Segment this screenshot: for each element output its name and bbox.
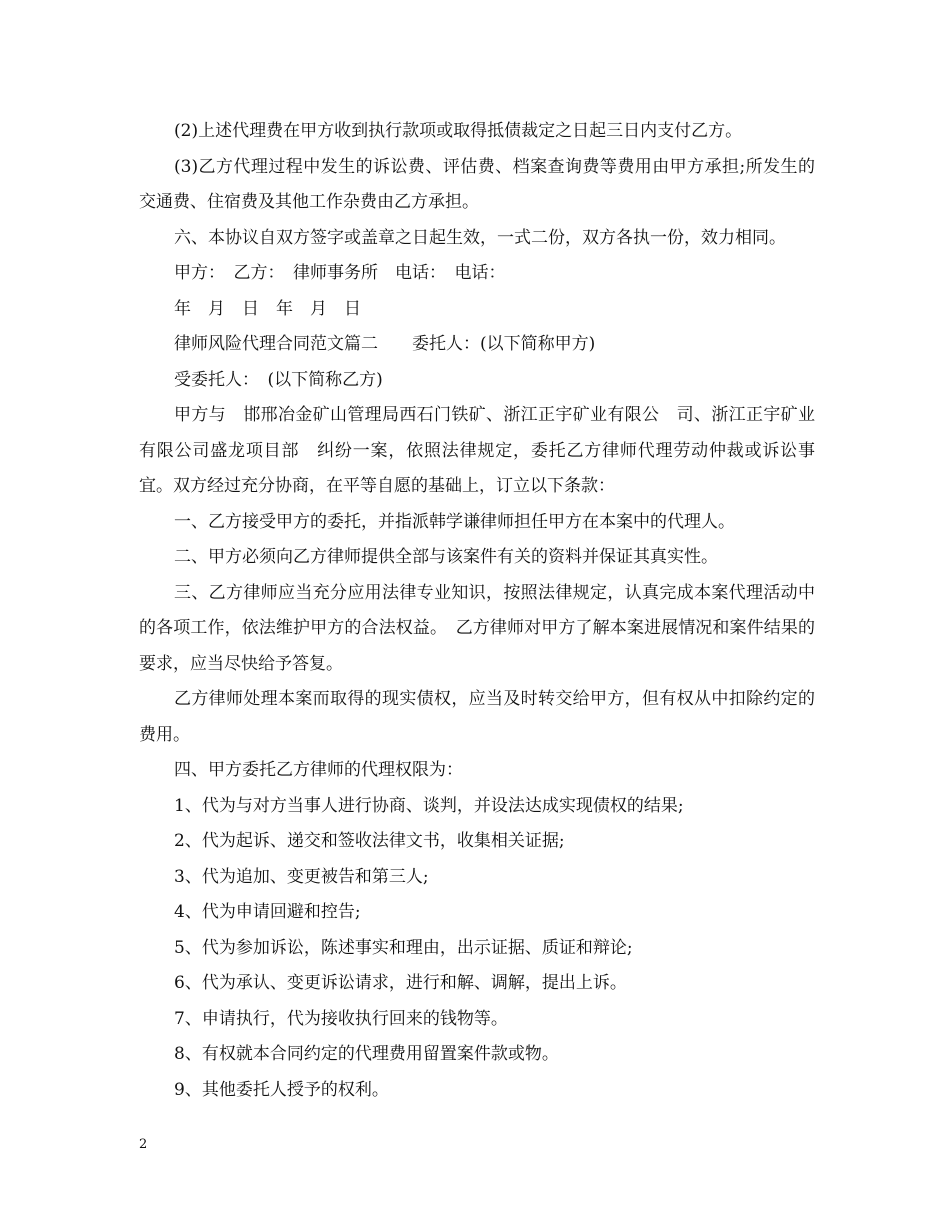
list-item: 6、代为承认、变更诉讼请求，进行和解、调解，提出上诉。 — [174, 973, 627, 993]
paragraph-clause-1: 一、乙方接受甲方的委托，并指派韩学谦律师担任甲方在本案中的代理人。 — [174, 511, 735, 532]
paragraph-dispute: 甲方与 邯邢冶金矿山管理局西石门铁矿、浙江正宇矿业有限公 司、浙江正宇矿业有限公司盛龙项目部 纠纷一案，依照法律规定，委托乙方律师代理劳动仲裁或诉讼事宜。双方经过充分协商，在平等自愿的基础上，订立以下条款： — [139, 405, 815, 496]
paragraph-section-title: 律师风险代理合同范文篇二 委托人：(以下简称甲方) — [174, 334, 596, 354]
list-item: 2、代为起诉、递交和签收法律文书，收集相关证据; — [174, 831, 565, 851]
list-item: 3、代为追加、变更被告和第三人; — [174, 866, 429, 887]
paragraph-trustee: 受委托人： (以下简称乙方) — [174, 369, 383, 390]
list-item: 1、代为与对方当事人进行协商、谈判，并设法达成实现债权的结果; — [174, 795, 684, 816]
list-item: 5、代为参加诉讼，陈述事实和理由，出示证据、质证和辩论; — [174, 937, 633, 958]
list-item: 4、代为申请回避和控告; — [174, 902, 361, 922]
paragraph-debt-transfer: 乙方律师处理本案而取得的现实债权，应当及时转交给甲方，但有权从中扣除约定的费用。 — [139, 689, 815, 745]
paragraph-clause-2: 二、甲方必须向乙方律师提供全部与该案件有关的资料并保证其真实性。 — [174, 547, 718, 567]
page-number: 2 — [139, 1137, 148, 1152]
list-item: 9、其他委托人授予的权利。 — [174, 1079, 389, 1100]
paragraph-signature-parties: 甲方： 乙方： 律师事务所 电话： 电话： — [174, 263, 506, 283]
list-item: 7、申请执行，代为接收执行回来的钱物等。 — [174, 1008, 508, 1029]
paragraph-fee-payment: (2)上述代理费在甲方收到执行款项或取得抵债裁定之日起三日内支付乙方。 — [174, 121, 743, 141]
paragraph-effective: 六、本协议自双方签字或盖章之日起生效，一式二份，双方各执一份，效力相同。 — [174, 227, 786, 248]
paragraph-signature-dates: 年 月 日 年 月 日 — [174, 298, 361, 319]
paragraph-clause-4: 四、甲方委托乙方律师的代理权限为： — [174, 760, 463, 780]
paragraph-expenses: (3)乙方代理过程中发生的诉讼费、评估费、档案查询费等费用由甲方承担;所发生的交通费、住宿费及其他工作杂费由乙方承担。 — [139, 156, 815, 212]
paragraph-clause-3: 三、乙方律师应当充分应用法律专业知识，按照法律规定，认真完成本案代理活动中的各项工作，依法维护甲方的合法权益。 乙方律师对甲方了解本案进展情况和案件结果的要求，应当尽快给予答复。 — [139, 582, 815, 674]
list-item: 8、有权就本合同约定的代理费用留置案件款或物。 — [174, 1044, 559, 1064]
document-body — [139, 114, 815, 1108]
